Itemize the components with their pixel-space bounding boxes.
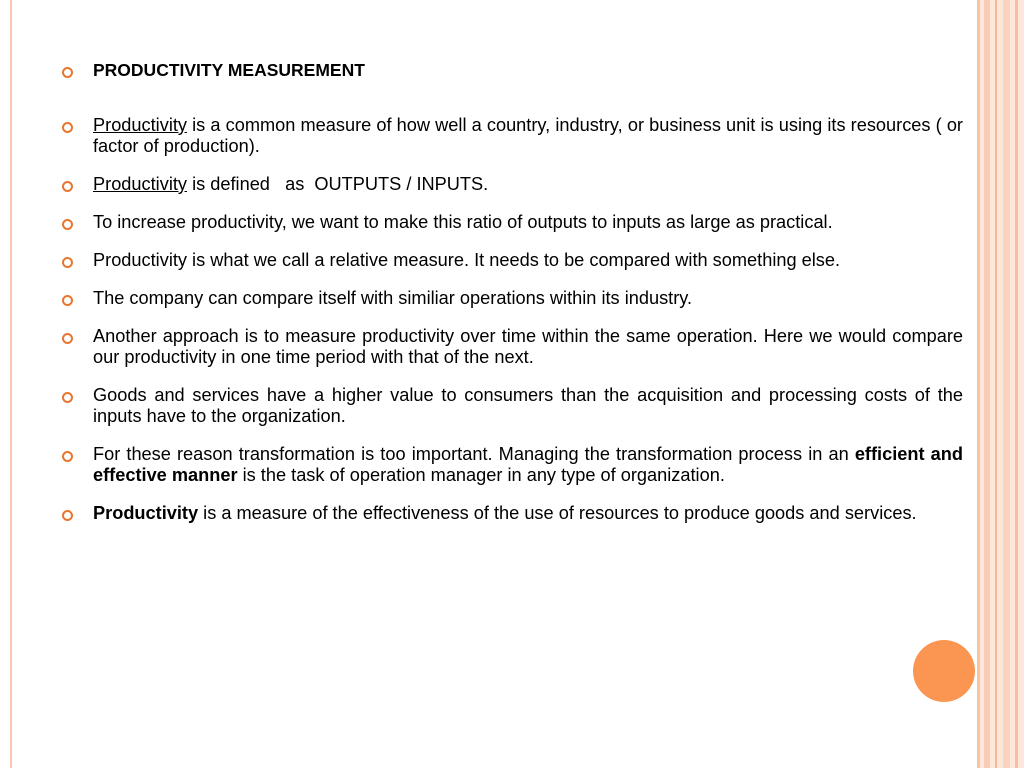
slide-heading: PRODUCTIVITY MEASUREMENT <box>93 60 365 80</box>
stripe <box>977 0 980 768</box>
bullet-text: is the task of operation manager in any type of organization. <box>237 465 725 485</box>
productivity-term: Productivity <box>93 503 199 523</box>
bullet-text: Another approach is to measure productivity over time within the same operation. Here we would compare our productivity in one time period with that of the next. <box>93 326 963 367</box>
left-border-line <box>10 0 12 768</box>
bullet-text: Goods and services have a higher value to consumers than the acquisition and processing costs of the inputs have to the organization. <box>93 385 963 426</box>
stripe <box>995 0 997 768</box>
emphasis-text: efficient and effective manner <box>93 444 963 485</box>
hollow-circle-bullet-icon <box>62 451 73 462</box>
hollow-circle-bullet-icon <box>62 122 73 133</box>
bullet-item <box>62 115 963 157</box>
hollow-circle-bullet-icon <box>62 392 73 403</box>
bullet-item <box>62 385 963 427</box>
hollow-circle-bullet-icon <box>62 219 73 230</box>
bullet-list <box>62 60 963 541</box>
bullet-item-heading <box>62 60 963 81</box>
hollow-circle-bullet-icon <box>62 67 73 78</box>
productivity-term: Productivity <box>93 174 188 194</box>
bullet-item <box>62 174 963 195</box>
stripe <box>1015 0 1018 768</box>
stripe <box>984 0 990 768</box>
hollow-circle-bullet-icon <box>62 333 73 344</box>
hollow-circle-bullet-icon <box>62 181 73 192</box>
bullet-item <box>62 288 963 309</box>
bullet-item <box>62 444 963 486</box>
bullet-item <box>62 212 963 233</box>
hollow-circle-bullet-icon <box>62 295 73 306</box>
bullet-text: To increase productivity, we want to make this ratio of outputs to inputs as large as practical. <box>93 212 833 232</box>
bullet-text: is defined as OUTPUTS / INPUTS. <box>187 174 489 194</box>
decorative-circle <box>913 640 975 702</box>
stripe <box>1003 0 1010 768</box>
bullet-text: Productivity is what we call a relative measure. It needs to be compared with something else. <box>93 250 841 270</box>
hollow-circle-bullet-icon <box>62 510 73 521</box>
bullet-text: is a common measure of how well a country, industry, or business unit is using its resources ( or factor of production). <box>93 115 963 156</box>
bullet-text: For these reason transformation is too important. Managing the transformation process in an <box>93 444 855 464</box>
bullet-item <box>62 503 963 524</box>
productivity-term: Productivity <box>93 115 188 135</box>
bullet-text: The company can compare itself with similiar operations within its industry. <box>93 288 693 308</box>
hollow-circle-bullet-icon <box>62 257 73 268</box>
bullet-item <box>62 250 963 271</box>
bullet-item <box>62 326 963 368</box>
bullet-text: is a measure of the effectiveness of the use of resources to produce goods and services. <box>198 503 917 523</box>
